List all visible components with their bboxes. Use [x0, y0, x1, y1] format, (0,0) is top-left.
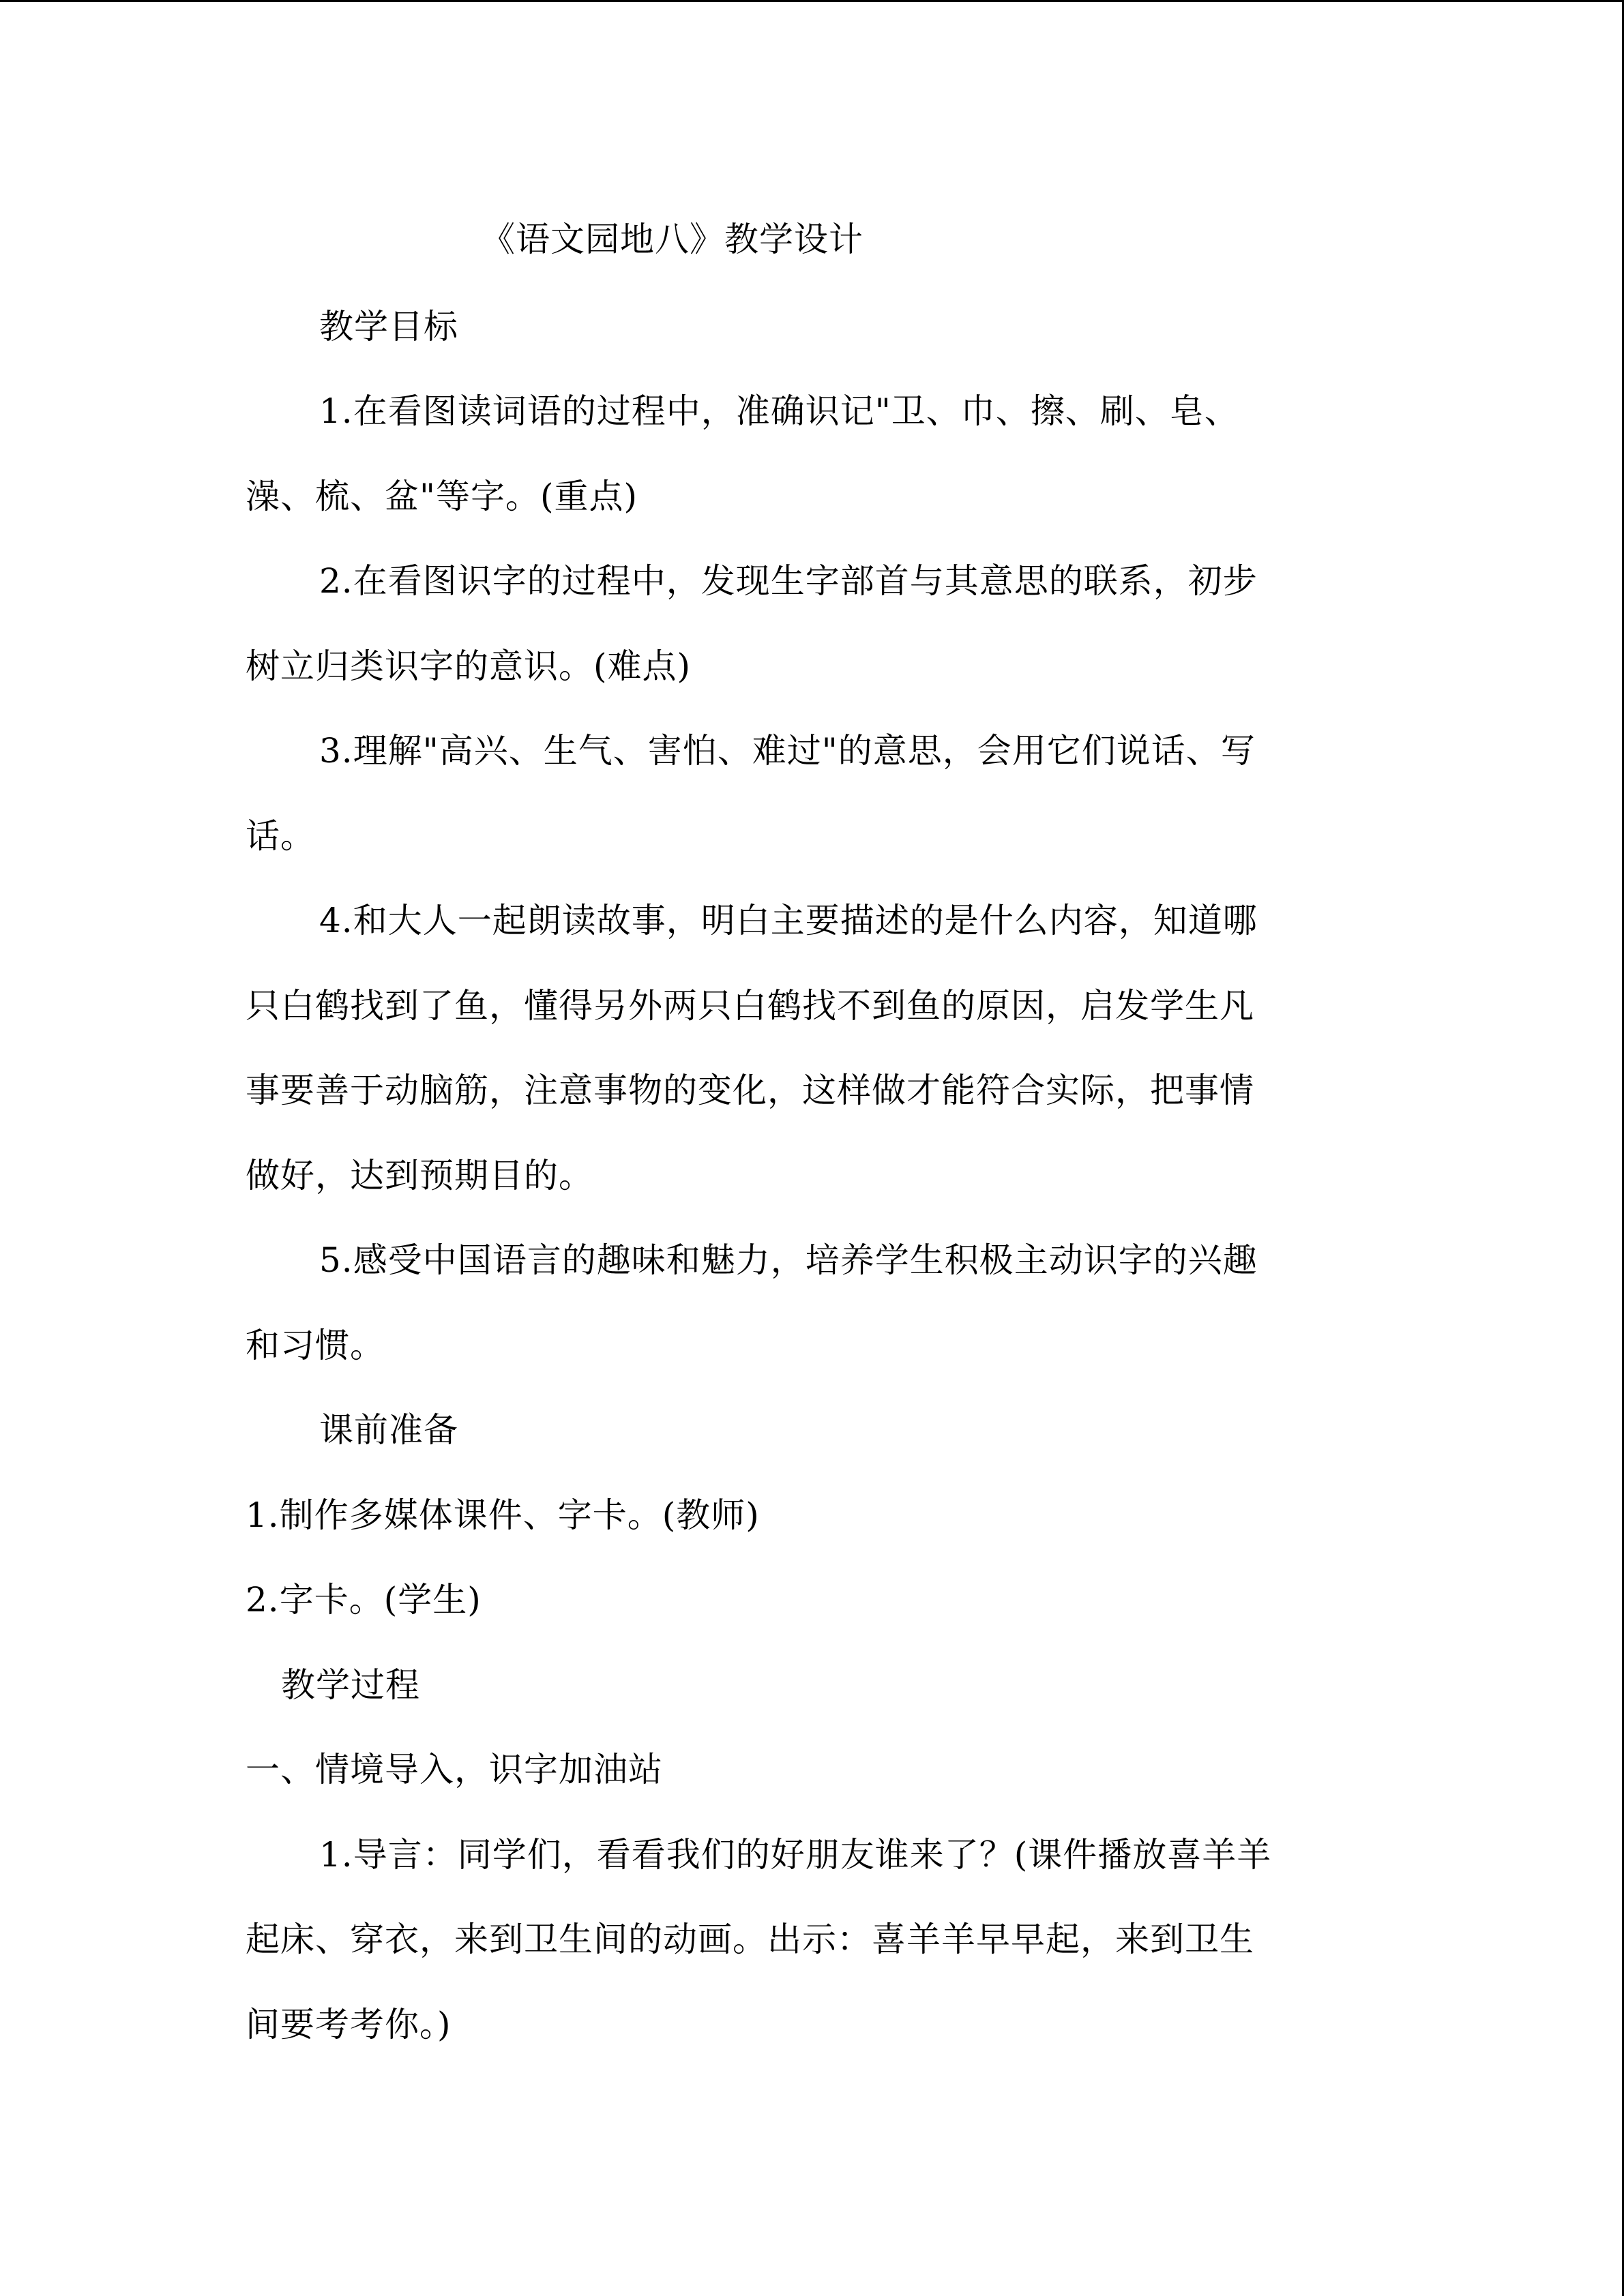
paragraph-line: 和习惯。: [246, 1326, 385, 1365]
paragraph-line: 4.和大人一起朗读故事，明白主要描述的是什么内容，知道哪: [319, 901, 1258, 940]
paragraph-line: 1.制作多媒体课件、字卡。(教师): [246, 1495, 760, 1535]
paragraph-line: 只白鹤找到了鱼，懂得另外两只白鹤找不到鱼的原因，启发学生凡: [246, 986, 1254, 1026]
paragraph-line: 5.感受中国语言的趣味和魅力，培养学生积极主动识字的兴趣: [319, 1240, 1258, 1280]
paragraph-line: 2.在看图识字的过程中，发现生字部首与其意思的联系，初步: [319, 561, 1258, 601]
paragraph-line: 3.理解"高兴、生气、害怕、难过"的意思，会用它们说话、写: [319, 731, 1256, 771]
section-heading-objectives: 教学目标: [319, 307, 458, 346]
paragraph-line: 树立归类识字的意识。(难点): [246, 646, 692, 686]
paragraph-line: 2.字卡。(学生): [246, 1580, 482, 1620]
paragraph-line: 话。: [246, 816, 315, 856]
document-title: 《语文园地八》教学设计: [481, 220, 863, 259]
section-heading-process: 教学过程: [281, 1665, 420, 1705]
section-heading-preparation: 课前准备: [319, 1410, 458, 1450]
paragraph-line: 澡、梳、盆"等字。(重点): [246, 477, 638, 516]
paragraph-line: 事要善于动脑筋，注意事物的变化，这样做才能符合实际，把事情: [246, 1071, 1254, 1110]
paragraph-line: 起床、穿衣，来到卫生间的动画。出示：喜羊羊早早起，来到卫生: [246, 1920, 1254, 1959]
paragraph-line: 1.在看图读词语的过程中，准确识记"卫、巾、擦、刷、皂、: [319, 391, 1239, 431]
paragraph-line: 做好，达到预期目的。: [246, 1156, 593, 1195]
subsection-heading: 一、情境导入，识字加油站: [246, 1750, 663, 1789]
paragraph-line: 1.导言：同学们，看看我们的好朋友谁来了？(课件播放喜羊羊: [319, 1835, 1272, 1875]
paragraph-line: 间要考考你。): [246, 2005, 452, 2044]
